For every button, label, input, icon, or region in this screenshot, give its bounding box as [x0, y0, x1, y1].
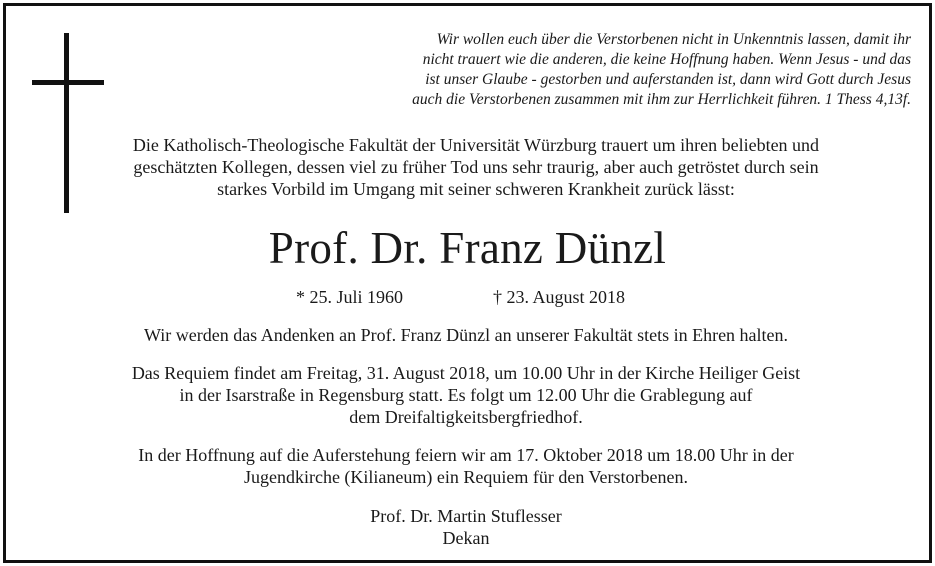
celebration-line: Jugendkirche (Kilianeum) ein Requiem für den Verstorbenen.	[243, 467, 689, 487]
cross-icon-bar	[32, 80, 104, 85]
intro-line: starkes Vorbild im Umgang mit seiner schweren Krankheit zurück lässt:	[217, 179, 735, 199]
quote-line: nicht trauert wie die anderen, die keine Hoffnung haben. Wenn Jesus - und das	[422, 51, 911, 68]
intro-line: Die Katholisch-Theologische Fakultät der Universität Würzburg trauert um ihren beliebten und	[132, 135, 820, 155]
celebration-line: In der Hoffnung auf die Auferstehung feiern wir am 17. Oktober 2018 um 18.00 Uhr in der	[138, 445, 794, 465]
requiem-line: Das Requiem findet am Freitag, 31. August 2018, um 10.00 Uhr in der Kirche Heiliger Geist	[131, 363, 801, 383]
quote-line: ist unser Glaube - gestorben und auferstanden ist, dann wird Gott durch Jesus	[425, 71, 911, 88]
signature-title: Dekan	[442, 528, 490, 548]
bible-quote	[311, 30, 911, 110]
signature-block	[66, 505, 866, 549]
requiem-line: dem Dreifaltigkeitsbergfriedhof.	[349, 407, 583, 427]
signature-name: Prof. Dr. Martin Stuflesser	[370, 506, 562, 526]
quote-line: Wir wollen euch über die Verstorbenen nicht in Unkenntnis lassen, damit ihr	[436, 31, 911, 48]
obituary-notice	[3, 3, 932, 563]
requiem-paragraph	[66, 362, 866, 428]
deceased-name: Prof. Dr. Franz Dünzl	[268, 223, 667, 273]
celebration-paragraph	[66, 444, 866, 488]
death-date: † 23. August 2018	[493, 287, 626, 307]
memorial-statement: Wir werden das Andenken an Prof. Franz Dünzl an unserer Fakultät stets in Ehren halten.	[143, 325, 789, 345]
quote-line: auch die Verstorbenen zusammen mit ihm zur Herrlichkeit führen. 1 Thess 4,13f.	[412, 91, 911, 108]
intro-paragraph	[86, 134, 866, 200]
intro-line: geschätzten Kollegen, dessen viel zu früher Tod uns sehr traurig, aber auch getröstet durch sein	[133, 157, 819, 177]
birth-date: * 25. Juli 1960	[296, 287, 404, 307]
requiem-line: in der Isarstraße in Regensburg statt. Es folgt um 12.00 Uhr die Grablegung auf	[179, 385, 753, 405]
cross-icon	[64, 33, 69, 213]
